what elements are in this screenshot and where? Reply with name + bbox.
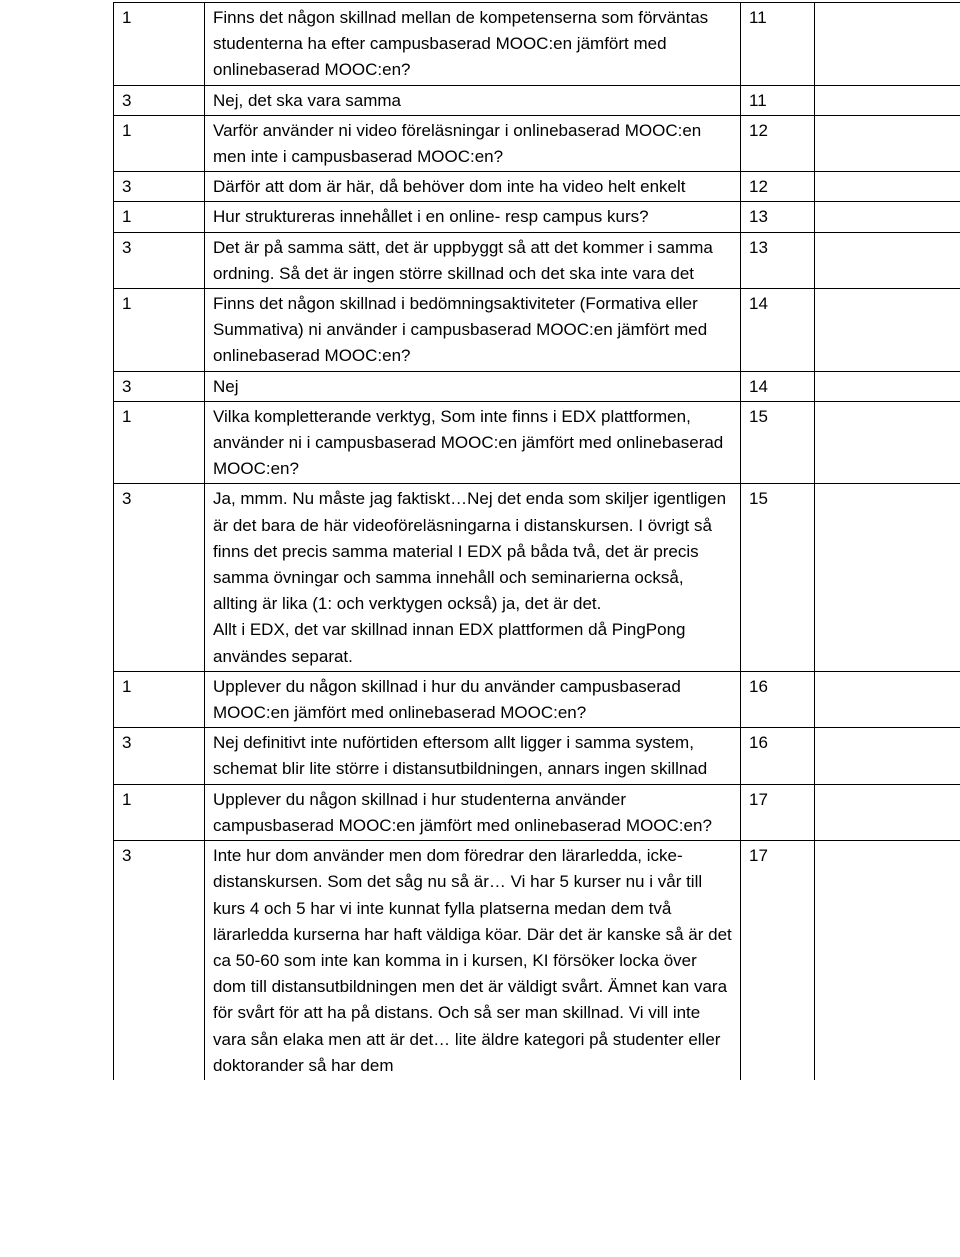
table-row	[114, 401, 960, 484]
notes-cell	[815, 671, 960, 727]
utterance-cell: Finns det någon skillnad mellan de kompetenserna som förväntas studenterna ha efter campusbaserad MOOC:en jämfört med onlinebaserad MOOC:en?	[205, 3, 741, 86]
speaker-cell: 3	[114, 371, 205, 401]
table-row	[114, 841, 960, 1080]
notes-cell	[815, 202, 960, 232]
table-row	[114, 728, 960, 784]
speaker-cell: 1	[114, 3, 205, 86]
speaker-cell: 3	[114, 172, 205, 202]
page-cell: 14	[741, 289, 815, 372]
speaker-cell: 3	[114, 841, 205, 1080]
speaker-cell: 1	[114, 401, 205, 484]
page-cell: 11	[741, 3, 815, 86]
page-cell: 11	[741, 85, 815, 115]
notes-cell	[815, 115, 960, 171]
table-row	[114, 232, 960, 288]
utterance-cell: Nej, det ska vara samma	[205, 85, 741, 115]
notes-cell	[815, 232, 960, 288]
table-row	[114, 371, 960, 401]
utterance-cell: Varför använder ni video föreläsningar i onlinebaserad MOOC:en men inte i campusbaserad MOOC:en?	[205, 115, 741, 171]
page-cell: 13	[741, 202, 815, 232]
speaker-cell: 3	[114, 232, 205, 288]
page-cell: 12	[741, 172, 815, 202]
table-row	[114, 202, 960, 232]
notes-cell	[815, 841, 960, 1080]
utterance-cell	[205, 484, 741, 671]
page-cell: 16	[741, 728, 815, 784]
speaker-cell: 1	[114, 115, 205, 171]
speaker-cell: 3	[114, 85, 205, 115]
page-cell: 12	[741, 115, 815, 171]
utterance-cell: Det är på samma sätt, det är uppbyggt så att det kommer i samma ordning. Så det är ingen större skillnad och det ska inte vara det	[205, 232, 741, 288]
utterance-cell: Hur struktureras innehållet i en online- resp campus kurs?	[205, 202, 741, 232]
speaker-cell: 1	[114, 784, 205, 840]
page-cell: 15	[741, 484, 815, 671]
utterance-cell: Upplever du någon skillnad i hur du använder campusbaserad MOOC:en jämfört med onlinebaserad MOOC:en?	[205, 671, 741, 727]
speaker-cell: 1	[114, 671, 205, 727]
page-cell: 17	[741, 784, 815, 840]
utterance-paragraph: Ja, mmm. Nu måste jag faktiskt…Nej det enda som skiljer igentligen är det bara de här videoföreläsningarna i distanskursen. I övrigt så finns det precis samma material I EDX på båda två, det är precis samma övningar och samma innehåll och seminarierna också, allting är lika (1: och verktygen också) ja, det är det.	[213, 489, 727, 614]
table-row	[114, 784, 960, 840]
notes-cell	[815, 3, 960, 86]
utterance-cell: Finns det någon skillnad i bedömningsaktiviteter (Formativa eller Summativa) ni använder i campusbaserad MOOC:en jämfört med onlinebaserad MOOC:en?	[205, 289, 741, 372]
table-row	[114, 289, 960, 372]
notes-cell	[815, 85, 960, 115]
utterance-paragraph: Allt i EDX, det var skillnad innan EDX plattformen då PingPong användes separat.	[213, 620, 686, 666]
page-cell: 15	[741, 401, 815, 484]
transcript-table	[113, 2, 960, 1080]
utterance-cell: Nej definitivt inte nuförtiden eftersom allt ligger i samma system, schemat blir lite större i distansutbildningen, annars ingen skillnad	[205, 728, 741, 784]
speaker-cell: 1	[114, 289, 205, 372]
utterance-cell: Inte hur dom använder men dom föredrar den lärarledda, icke-distanskursen. Som det såg nu så är… Vi har 5 kurser nu i vår till kurs 4 och 5 har vi inte kunnat fylla platserna medan dem två lärarledda kurserna har haft väldiga köar. Där det är kanske så är det ca 50-60 som inte kan komma in i kursen, KI försöker locka över dom till distansutbildningen men det är väldigt svårt. Ämnet kan vara för svårt för att ha på distans. Och så ser man skillnad. Vi vill inte vara sån elaka men att är det… lite äldre kategori på studenter eller doktorander så har dem	[205, 841, 741, 1080]
table-row	[114, 671, 960, 727]
speaker-cell: 3	[114, 484, 205, 671]
table-row	[114, 484, 960, 671]
speaker-cell: 3	[114, 728, 205, 784]
utterance-cell: Vilka kompletterande verktyg, Som inte finns i EDX plattformen, använder ni i campusbaserad MOOC:en jämfört med onlinebaserad MOOC:en?	[205, 401, 741, 484]
notes-cell	[815, 401, 960, 484]
utterance-cell: Nej	[205, 371, 741, 401]
page-cell: 13	[741, 232, 815, 288]
page-cell: 14	[741, 371, 815, 401]
utterance-cell: Upplever du någon skillnad i hur studenterna använder campusbaserad MOOC:en jämfört med onlinebaserad MOOC:en?	[205, 784, 741, 840]
table-row	[114, 85, 960, 115]
page-cell: 17	[741, 841, 815, 1080]
table-row	[114, 172, 960, 202]
page-cell: 16	[741, 671, 815, 727]
notes-cell	[815, 784, 960, 840]
table-row	[114, 115, 960, 171]
notes-cell	[815, 371, 960, 401]
notes-cell	[815, 484, 960, 671]
table-row	[114, 3, 960, 86]
speaker-cell: 1	[114, 202, 205, 232]
utterance-cell: Därför att dom är här, då behöver dom inte ha video helt enkelt	[205, 172, 741, 202]
notes-cell	[815, 289, 960, 372]
notes-cell	[815, 172, 960, 202]
notes-cell	[815, 728, 960, 784]
